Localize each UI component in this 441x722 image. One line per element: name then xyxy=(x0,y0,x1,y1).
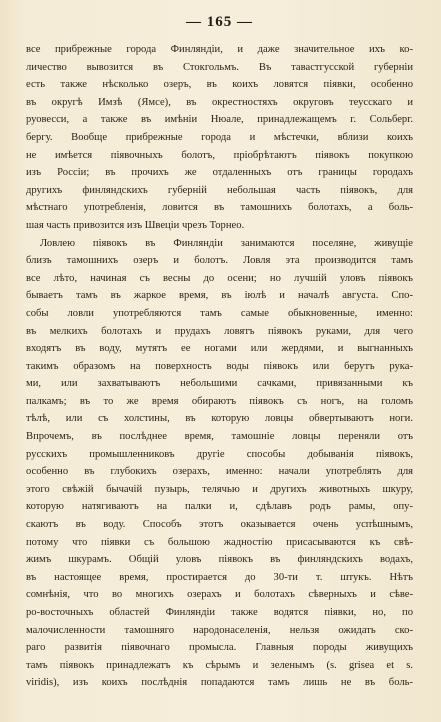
text-line: шая часть привозится изъ Швецiи чрезъ Торнео. xyxy=(26,219,245,231)
text-line: изъ Россiи; въ прочихъ же отдаленныхъ отъ границы городахъ xyxy=(26,167,413,179)
text-line: особенно въ глубокихъ озерахъ, именно: начали употреблять для xyxy=(26,466,413,478)
text-line: собы ловли употребляются тамъ самые обыкновенные, именно: xyxy=(26,307,413,319)
text-line: все лѣто, начиная съ весны до осени; но лучшій уловъ піявокъ xyxy=(26,272,413,284)
text-line: потому что піявки съ большою жадностію присасываются къ свѣ- xyxy=(26,536,413,548)
text-line: сомнѣнія, что во многихъ озерахъ и болотахъ сѣверныхъ и сѣве- xyxy=(26,589,413,601)
text-line: тѣлѣ, или съ холстины, въ которую ловцы обвертываютъ ноги. xyxy=(26,413,413,425)
paragraph xyxy=(26,235,413,692)
text-line: бергу. Вообще прибрежные города и мѣстечки, вблизи коихъ xyxy=(26,131,413,143)
text-line: русскихъ промышленниковъ другіе способы добыванія піявокъ, xyxy=(26,448,413,460)
text-line: ми, или захватываютъ небольшими сачками, привязанными къ xyxy=(26,378,413,390)
body-text xyxy=(26,41,413,692)
text-line: скаютъ въ воду. Способъ этотъ оказывается очень успѣшнымъ, xyxy=(26,519,413,531)
text-line: Впрочемъ, въ послѣднее время, тамошніе ловцы переняли отъ xyxy=(26,431,413,443)
text-line: которую натягиваютъ на палки и, сдѣлавъ родъ рамы, опу- xyxy=(26,501,413,513)
text-line: не имѣется піявочныхъ болотъ, пріобрѣтаютъ піявокъ покупкою xyxy=(26,149,413,161)
text-line: все прибрежные города Финляндiи, и даже значительное ихъ ко- xyxy=(26,44,413,55)
page-number: — 165 — xyxy=(186,14,253,30)
text-line: въ настоящее время, простирается до 30-ти т. штукъ. Нѣтъ xyxy=(26,571,413,583)
text-line: viridis), изъ коихъ послѣднія попадаются тамъ лишь не въ боль- xyxy=(26,677,413,689)
text-line: палкамъ; въ то же время обираютъ піявокъ съ ногъ, на голомъ xyxy=(26,395,413,407)
text-line: другихъ финляндскихъ губерній небольшая часть піявокъ, для xyxy=(26,184,413,196)
paragraph xyxy=(26,41,413,235)
text-line: тамъ піявокъ принадлежатъ къ сѣрымъ и зеленымъ (s. grisea et s. xyxy=(26,659,413,671)
text-line: въ округѣ Имзѣ (Ямсе), въ окрестностяхъ округовъ теусскаго и xyxy=(26,96,413,108)
text-line: личество вывозится въ Стокгольмъ. Въ тавастгусской губернiи xyxy=(26,61,413,73)
text-line: мѣстнаго употребленія, ловится въ тамошнихъ болотахъ, а боль- xyxy=(26,202,413,214)
text-line: близъ тамошнихъ озеръ и болотъ. Ловля эта производится тамъ xyxy=(26,255,413,267)
text-line: входятъ въ воду, мутятъ ее ногами или жердями, и выгнанныхъ xyxy=(26,343,413,355)
text-line: есть также нѣсколько озеръ, въ коихъ ловятся піявки, особенно xyxy=(26,79,413,91)
text-line: ро-восточныхъ областей Финляндіи также водятся піявки, но, по xyxy=(26,607,413,618)
text-line: раго развитія піявочнаго промысла. Главныя породы живущихъ xyxy=(26,642,413,654)
text-line: руовесси, а также въ имѣнiи Нюале, принадлежащемъ г. Сольберг. xyxy=(26,114,413,126)
text-line: малочисленности тамошняго народонаселенія, нельзя ожидать ско- xyxy=(26,624,413,636)
text-line: бываетъ тамъ въ жаркое время, въ іюлѣ и началѣ августа. Спо- xyxy=(26,290,413,302)
text-line: жимъ шкурамъ. Общій уловъ піявокъ въ финляндскихъ водахъ, xyxy=(26,554,413,566)
text-line: такимъ образомъ на поверхность воды піявокъ или берутъ рука- xyxy=(26,360,413,372)
text-line: Ловлею піявокъ въ Финляндiи занимаются поселяне, живущіе xyxy=(40,237,413,249)
text-line: этого свѣжій бычачій пузырь, телячью и другихъ животныхъ шкуру, xyxy=(26,483,413,495)
text-line: въ мелкихъ болотахъ и прудахъ ловятъ піявокъ руками, для чего xyxy=(26,325,413,337)
